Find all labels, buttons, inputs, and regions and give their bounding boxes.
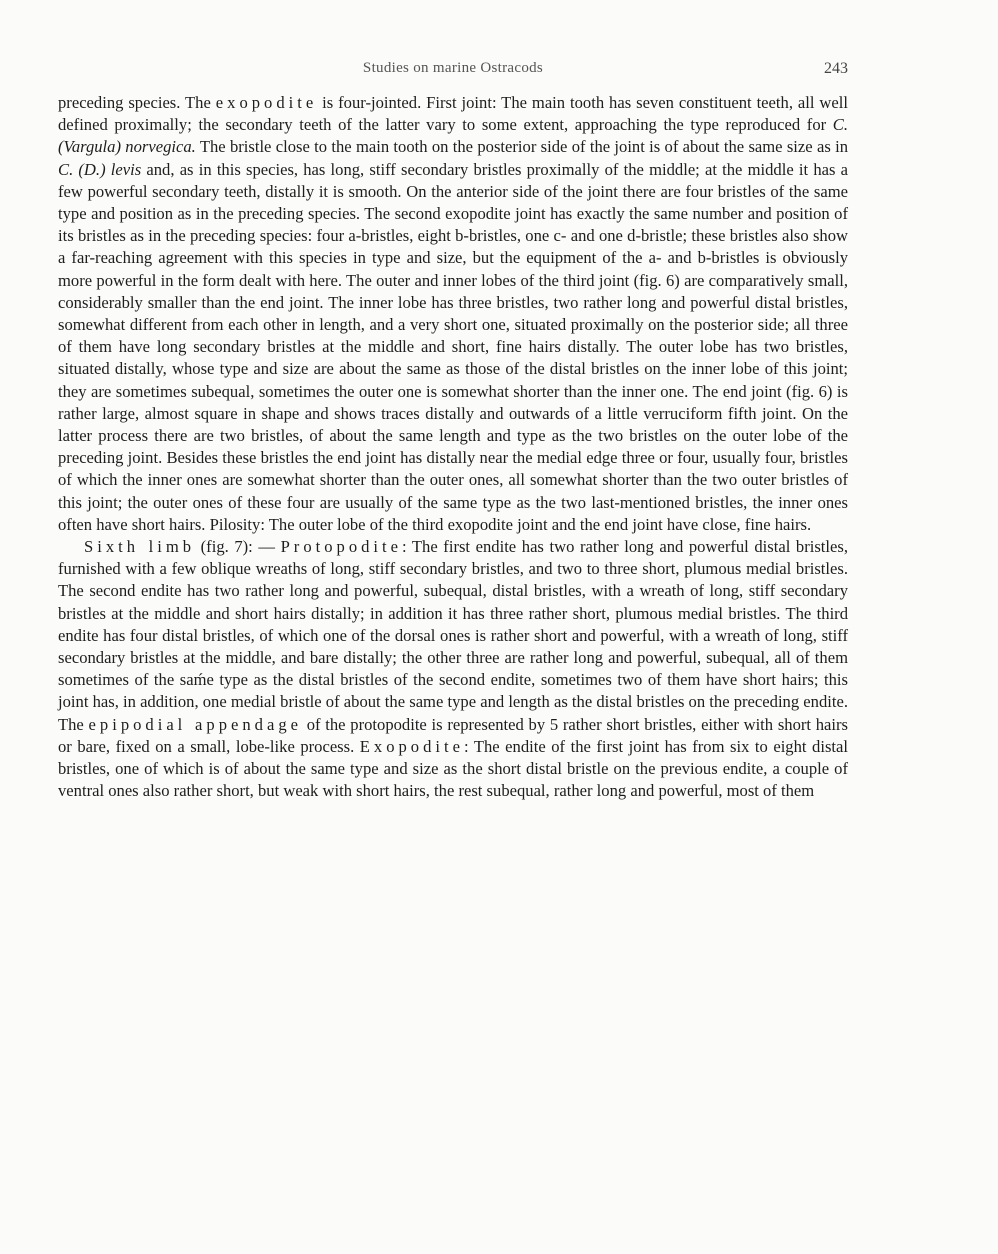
species-name: C. (D.) levis — [58, 159, 142, 179]
paragraph-sixth-limb: Sixth limb (fig. 7): — Protopodite: The first endite has two rather long and powerful distal bristles, furnished with a few oblique wreaths of long, stiff secondary bristles, and two to three short, plumous medial bristles. The second endite has two rather long and powerful, subequal, distal bristles, with a wreath of long, stiff secondary bristles at the middle and short hairs distally; in addition it has three rather short, plumous medial bristles. The third endite has four distal bristles, of which one of the dorsal ones is rather short and powerful, with a wreath of long, stiff secondary bristles at the middle, and bare distally; the other three are rather long and powerful, subequal, all of them sometimes of the saḿe type as the distal bristles of the second endite, sometimes two of them have short hairs; this joint has, in addition, one medial bristle of about the same type and length as the distal bristles on the preceding endite. The epipodial appendage of the protopodite is represented by 5 rather short bristles, either with short hairs or bare, fixed on a small, lobe-like process. Exopodite: The endite of the first joint has from six to eight distal bristles, one of which is of about the same type and size as the short distal bristle on the previous endite, a couple of ventral ones also rather short, but weak with short hairs, the rest subequal, rather long and powerful, most of them — [58, 537, 849, 801]
body-text — [58, 92, 848, 803]
page-number: 243 — [824, 60, 848, 77]
term-protopodite: Protopodite — [280, 537, 403, 557]
term-exopodite: exopodite — [215, 93, 318, 112]
running-title: Studies on marine Ostracods — [362, 60, 544, 76]
term-exopodite: Exopodite — [359, 736, 464, 756]
running-header — [58, 60, 848, 84]
species-name: C. (Vargula) norvegica. — [58, 115, 848, 157]
paragraph-exopodite: preceding species. The exopodite is four-jointed. First joint: The main tooth has seven constituent teeth, all well defined proximally; the secondary teeth of the latter vary to some extent, approaching the type reproduced for C. (Vargula) norvegica. The bristle close to the main tooth on the posterior side of the joint is of about the same size as in C. (D.) levis and, as in this species, has long, stiff secondary bristles proximally of the middle; at the middle it has a few powerful secondary teeth, distally it is smooth. On the anterior side of the joint there are four bristles of the same type and position as in the preceding species. The second exopodite joint has exactly the same number and position of its bristles as in the preceding species: four a-bristles, eight b-bristles, one c- and one d-bristle; these bristles also show a far-reaching agreement with this species in type and size, but the equipment of the a- and b-bristles is obviously more powerful in the form dealt with here. The outer and inner lobes of the third joint (fig. 6) are comparatively small, considerably smaller than the end joint. The inner lobe has three bristles, two rather long and powerful distal bristles, somewhat different from each other in length, and a very short one, situated proximally on the posterior side; all three of them have long secondary bristles at the middle and short, fine hairs distally. The outer lobe has two bristles, situated distally, whose type and size are about the same as those of the distal bristles on the inner lobe of this joint; they are sometimes subequal, sometimes the outer one is somewhat shorter than the inner one. The end joint (fig. 6) is rather large, almost square in shape and shows traces distally and outwards of a little verruciform fifth joint. On the latter process there are two bristles, of about the same length and type as the two bristles on the outer lobe of the preceding joint. Besides these bristles the end joint has distally near the medial edge three or four, usually four, bristles of which the inner ones are somewhat shorter than the outer ones, all somewhat shorter than the two outer bristles of this joint; the outer ones of these four are usually of the same type as the two last-mentioned bristles, the inner ones often have short hairs. Pilosity: The outer lobe of the third exopodite joint and the end joint have close, fine hairs. — [58, 93, 849, 534]
term-epipodial-appendage: epipodial appendage — [88, 714, 302, 734]
heading-sixth-limb: Sixth limb — [84, 537, 196, 557]
